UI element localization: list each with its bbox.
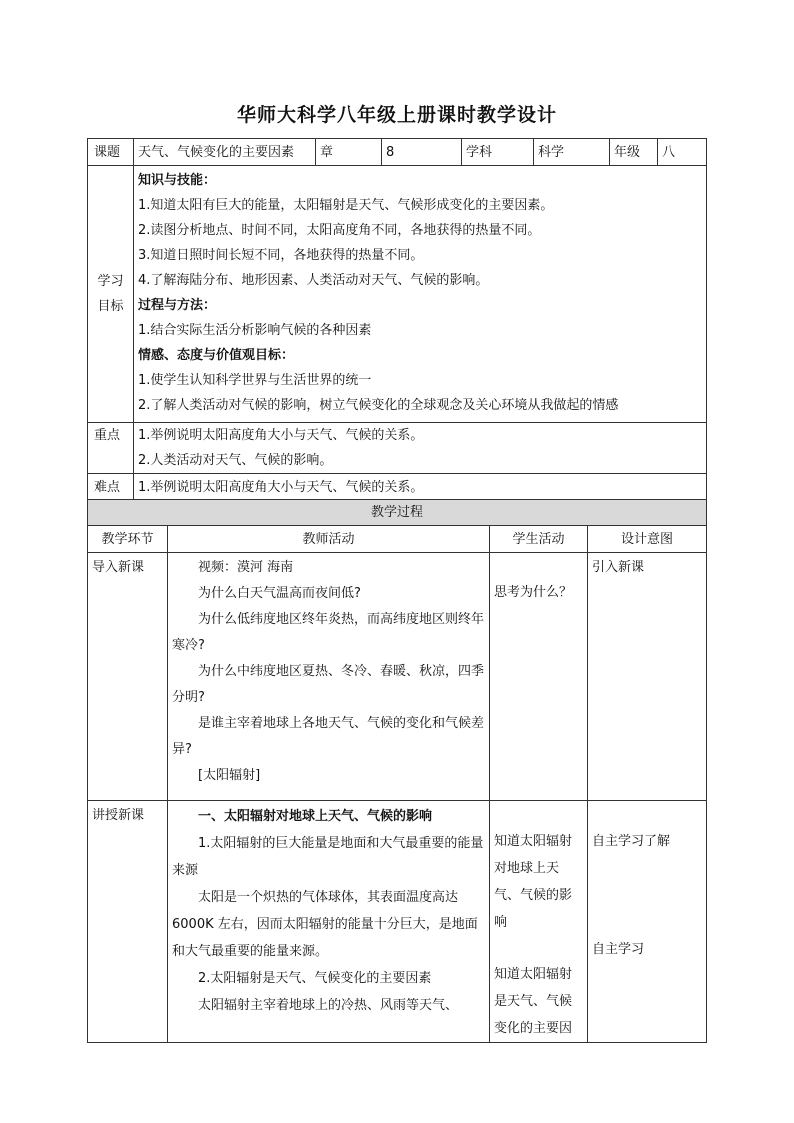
intent-cell <box>588 553 707 801</box>
teacher-cell <box>168 553 490 801</box>
student-line: 知道太阳辐射是天气、气候变化的主要因 <box>494 967 573 1036</box>
process-row-lecture <box>88 801 707 1043</box>
objectives-label <box>88 166 134 423</box>
header-teacher: 教师活动 <box>168 526 490 553</box>
objectives-line: 过程与方法： <box>138 298 217 313</box>
difficult-point-line: 1.举例说明太阳高度角大小与天气、气候的关系。 <box>138 479 424 495</box>
process-banner-row <box>88 500 707 526</box>
teacher-line: 为什么低纬度地区终年炎热，而高纬度地区则终年寒冷? <box>172 612 485 653</box>
subject-value: 科学 <box>534 139 610 166</box>
objectives-line: 1.使学生认知科学世界与生活世界的统一 <box>138 373 372 388</box>
teacher-line: [太阳辐射] <box>198 768 261 783</box>
process-header-row <box>88 526 707 553</box>
topic-label: 课题 <box>88 139 134 166</box>
header-intent: 设计意图 <box>588 526 707 553</box>
grade-label: 年级 <box>610 139 658 166</box>
objectives-label-line1: 学习 <box>97 274 124 289</box>
objectives-line: 知识与技能： <box>138 173 217 188</box>
chapter-label: 章 <box>316 139 382 166</box>
difficult-points-label: 难点 <box>88 474 134 501</box>
intent-line: 自主学习 <box>592 942 645 957</box>
key-points-content <box>134 423 707 474</box>
header-student: 学生活动 <box>490 526 588 553</box>
chapter-value: 8 <box>382 139 462 166</box>
lesson-info-table <box>87 138 707 501</box>
difficult-points-row <box>88 474 707 501</box>
teacher-line: 为什么中纬度地区夏热、冬冷、春暖、秋凉，四季分明? <box>172 664 485 705</box>
objectives-line: 2.读图分析地点、时间不同，太阳高度角不同，各地获得的热量不同。 <box>138 223 541 238</box>
teacher-line: 视频：漠河 海南 <box>198 560 294 575</box>
student-cell <box>490 553 588 801</box>
objectives-line: 情感、态度与价值观目标： <box>138 348 295 363</box>
objectives-content <box>134 166 707 423</box>
key-point-line: 1.举例说明太阳高度角大小与天气、气候的关系。 <box>138 428 424 443</box>
objectives-row <box>88 166 707 423</box>
teacher-line: 1.太阳辐射的巨大能量是地面和大气最重要的能量来源 <box>172 836 484 878</box>
key-points-row <box>88 423 707 474</box>
teacher-line: 太阳辐射主宰着地球上的冷热、风雨等天气、 <box>198 998 459 1013</box>
objectives-line: 1.结合实际生活分析影响气候的各种因素 <box>138 323 372 338</box>
process-banner: 教学过程 <box>88 500 707 526</box>
student-cell <box>490 801 588 1043</box>
objectives-line: 4.了解海陆分布、地形因素、人类活动对天气、气候的影响。 <box>138 273 489 288</box>
header-row <box>88 139 707 166</box>
intent-line: 自主学习了解 <box>592 834 671 849</box>
document-title: 华师大科学八年级上册课时教学设计 <box>236 104 557 126</box>
topic-value: 天气、气候变化的主要因素 <box>134 139 316 166</box>
student-line: 知道太阳辐射对地球上天气、气候的影响 <box>494 834 573 930</box>
grade-value: 八 <box>658 139 707 166</box>
key-points-label: 重点 <box>88 423 134 474</box>
difficult-points-content <box>134 474 707 501</box>
teacher-line: 为什么白天气温高而夜间低? <box>198 586 361 601</box>
subject-label: 学科 <box>462 139 534 166</box>
stage-cell: 讲授新课 <box>88 801 168 1043</box>
stage-cell: 导入新课 <box>88 553 168 801</box>
student-line: 思考为什么？ <box>494 585 573 600</box>
teacher-line: 2.太阳辐射是天气、气候变化的主要因素 <box>198 971 432 986</box>
intent-cell <box>588 801 707 1043</box>
teacher-heading: 一、太阳辐射对地球上天气、气候的影响 <box>198 809 433 824</box>
objectives-line: 3.知道日照时间长短不同，各地获得的热量不同。 <box>138 248 424 263</box>
header-stage: 教学环节 <box>88 526 168 553</box>
objectives-line: 1.知道太阳有巨大的能量，太阳辐射是天气、气候形成变化的主要因素。 <box>138 198 554 213</box>
objectives-label-line2: 目标 <box>97 299 124 314</box>
teaching-process-table <box>87 499 707 1043</box>
teacher-line: 是谁主宰着地球上各地天气、气候的变化和气候差异? <box>172 716 485 757</box>
intent-line: 引入新课 <box>592 560 645 575</box>
key-point-line: 2.人类活动对天气、气候的影响。 <box>138 453 333 468</box>
process-row-intro <box>88 553 707 801</box>
objectives-line: 2.了解人类活动对气候的影响，树立气候变化的全球观念及关心环境从我做起的情感 <box>138 398 619 413</box>
teacher-cell <box>168 801 490 1043</box>
teacher-line: 太阳是一个炽热的气体球体，其表面温度高达6000K 左右，因而太阳辐射的能量十分巨大，是地面和大气最重要的能量来源。 <box>172 890 478 959</box>
